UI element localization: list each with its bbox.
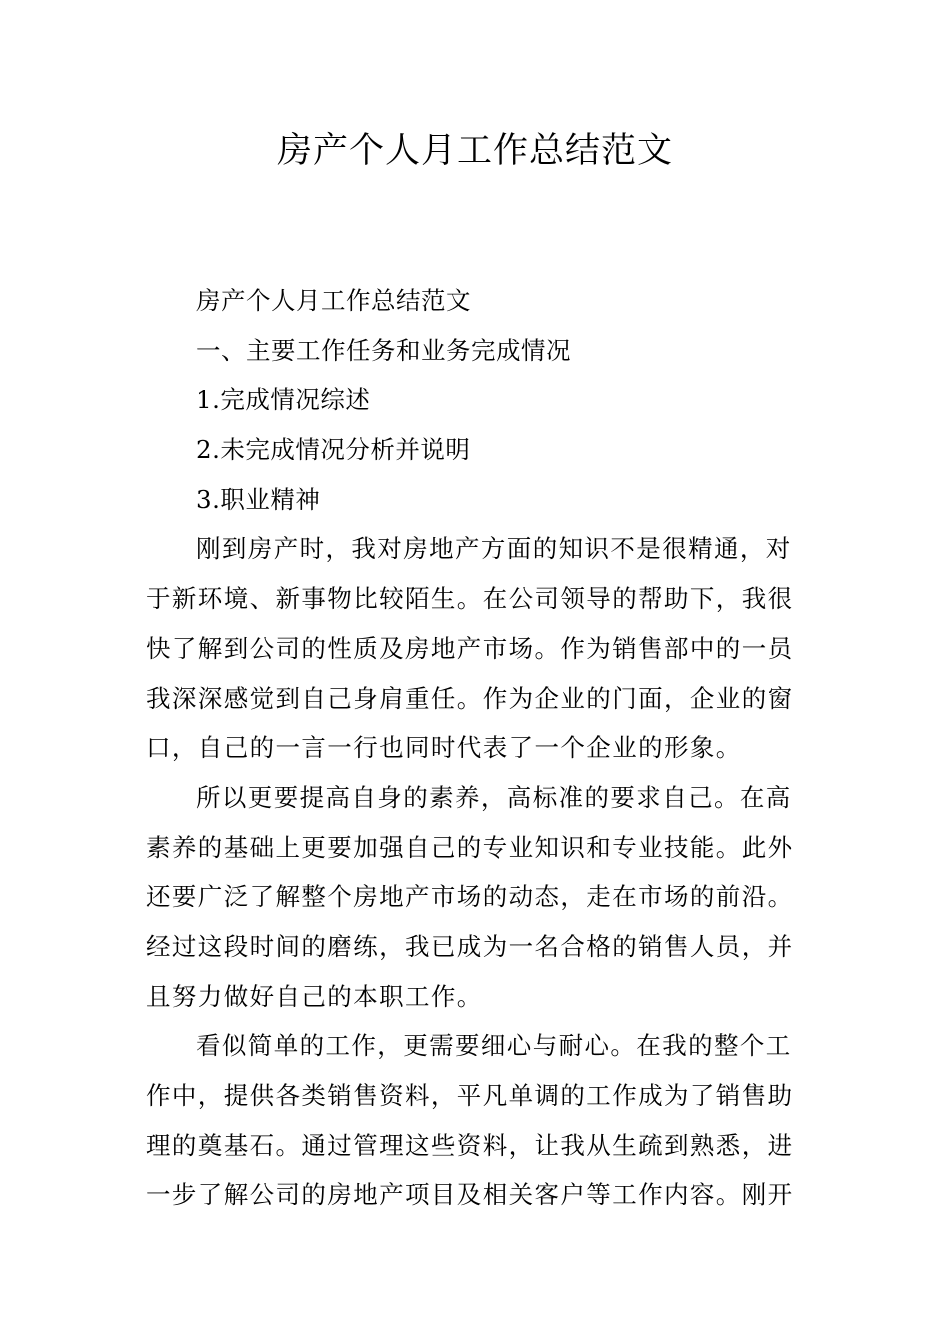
paragraph-line: 所以更要提高自身的素养，高标准的要求自己。在高 [196,782,792,812]
paragraph-line: 刚到房产时，我对房地产方面的知识不是很精通，对 [196,534,792,564]
paragraph [146,773,810,1021]
paragraph-line: 还要广泛了解整个房地产市场的动态，走在市场的前沿。 [146,882,794,912]
list-item: 2.未完成情况分析并说明 [196,435,471,465]
paragraph-line: 口，自己的一言一行也同时代表了一个企业的形象。 [146,733,742,763]
paragraph-line: 我深深感觉到自己身肩重任。作为企业的门面，企业的窗 [146,683,794,713]
document-body [146,276,810,1220]
subtitle-line: 房产个人月工作总结范文 [196,286,471,315]
paragraph-line: 理的奠基石。通过管理这些资料，让我从生疏到熟悉，进 [146,1130,794,1160]
paragraph [146,1021,810,1220]
paragraph-line: 作中，提供各类销售资料，平凡单调的工作成为了销售助 [146,1081,794,1110]
list-item: 1.完成情况综述 [196,385,371,415]
paragraph-line: 看似简单的工作，更需要细心与耐心。在我的整个工 [196,1031,792,1061]
section-heading: 一、主要工作任务和业务完成情况 [196,335,571,365]
paragraph-line: 经过这段时间的磨练，我已成为一名合格的销售人员，并 [146,931,794,961]
paragraph-line: 素养的基础上更要加强自己的专业知识和专业技能。此外 [146,832,794,862]
paragraph-line: 快了解到公司的性质及房地产市场。作为销售部中的一员 [146,633,794,663]
paragraph-line: 一步了解公司的房地产项目及相关客户等工作内容。刚开 [146,1180,794,1210]
list-item: 3.职业精神 [196,484,321,514]
document-title: 房产个人月工作总结范文 [276,131,673,171]
paragraph-line: 且努力做好自己的本职工作。 [146,981,483,1011]
paragraph-line: 于新环境、新事物比较陌生。在公司领导的帮助下，我很 [146,584,794,614]
paragraph [146,524,810,772]
